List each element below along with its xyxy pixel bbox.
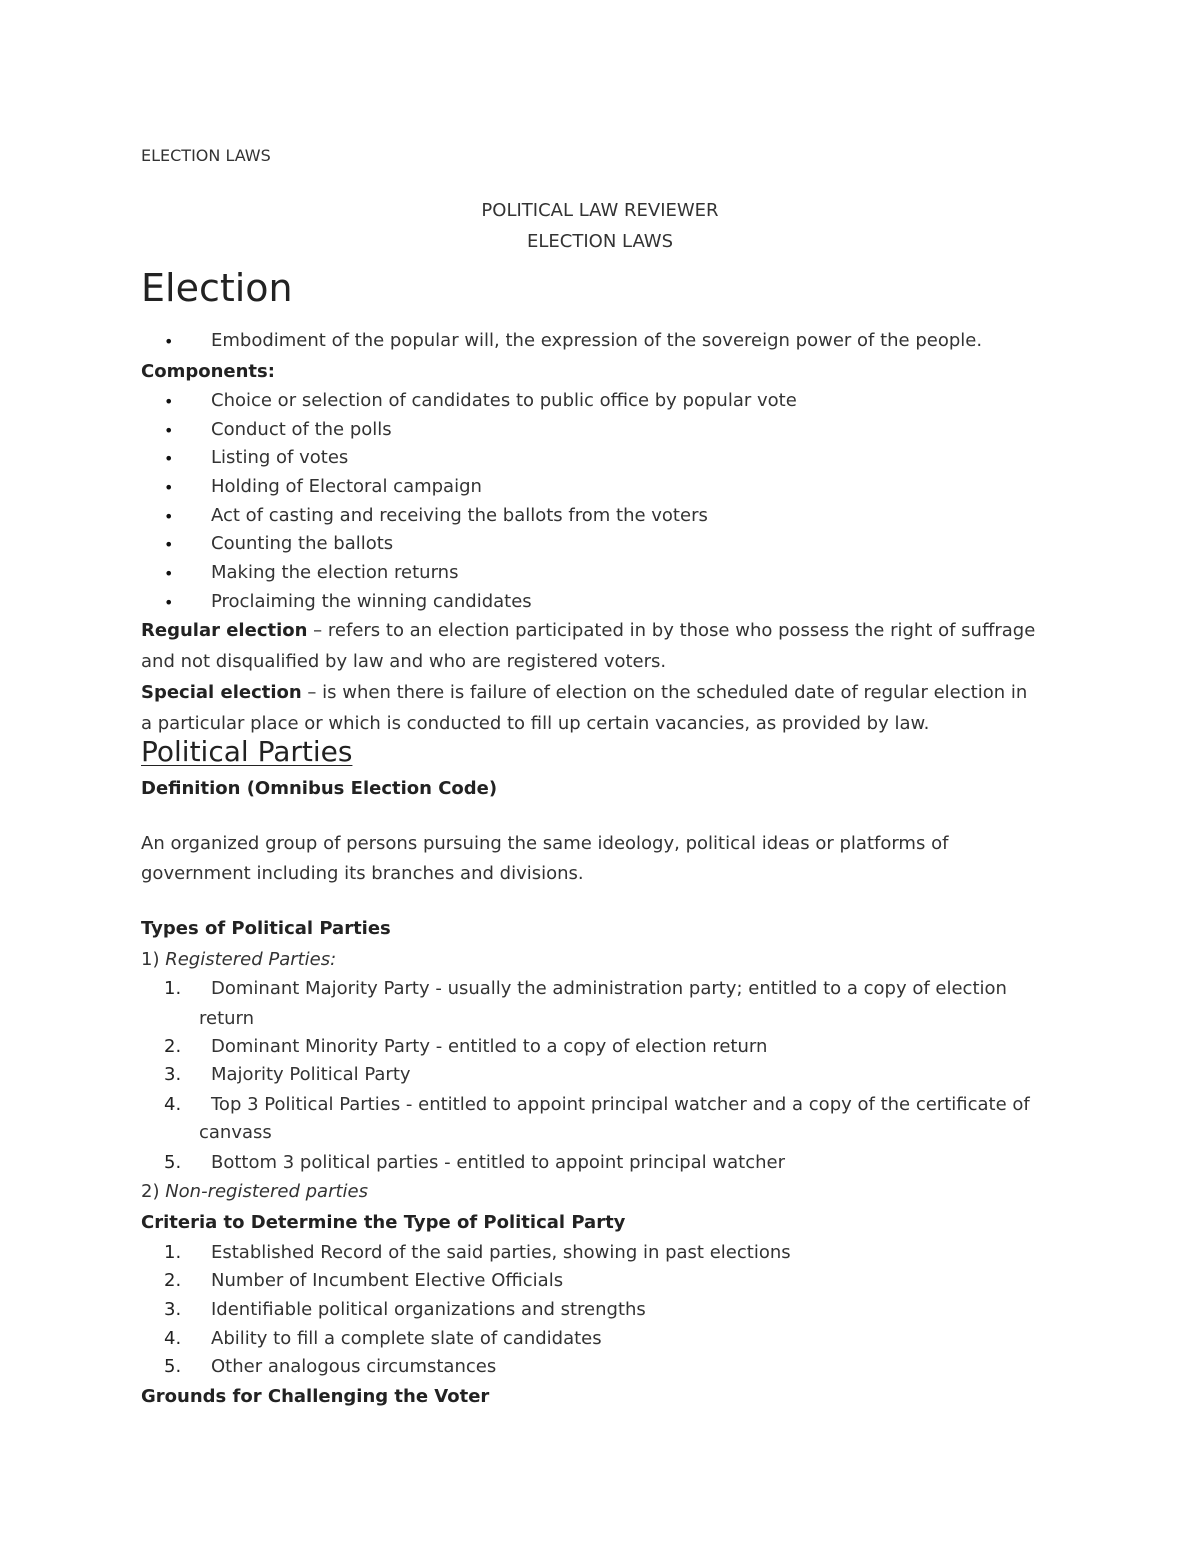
criteria-item: Number of Incumbent Elective Officials	[211, 1270, 564, 1291]
grounds-label: Grounds for Challenging the Voter	[141, 1386, 490, 1407]
list-number: 4.	[164, 1094, 182, 1115]
bullet-icon: •	[164, 593, 174, 612]
definition-line-1: An organized group of persons pursuing the same ideology, political ideas or platforms of	[141, 833, 949, 854]
nonregistered-prefix: 2)	[141, 1181, 166, 1202]
list-number: 5.	[164, 1356, 182, 1377]
definition-line-2: government including its branches and divisions.	[141, 863, 584, 884]
criteria-item: Ability to fill a complete slate of candidates	[211, 1328, 602, 1349]
bullet-icon: •	[164, 535, 174, 554]
bullet-icon: •	[164, 449, 174, 468]
title-line-2: ELECTION LAWS	[527, 231, 673, 252]
component-item: Act of casting and receiving the ballots from the voters	[211, 505, 708, 526]
list-number: 2.	[164, 1270, 182, 1291]
list-number: 3.	[164, 1064, 182, 1085]
bullet-icon: •	[164, 421, 174, 440]
header-label: ELECTION LAWS	[141, 146, 271, 165]
registered-label: Registered Parties:	[165, 949, 337, 970]
list-number: 4.	[164, 1328, 182, 1349]
special-election-paragraph	[141, 682, 1027, 703]
criteria-item: Identifiable political organizations and strengths	[211, 1299, 646, 1320]
special-election-term: Special election	[141, 682, 302, 703]
criteria-item: Other analogous circumstances	[211, 1356, 497, 1377]
bullet-icon: •	[164, 392, 174, 411]
component-item: Conduct of the polls	[211, 419, 392, 440]
criteria-label: Criteria to Determine the Type of Political Party	[141, 1212, 626, 1233]
regular-election-paragraph	[141, 620, 1035, 641]
registered-item: Majority Political Party	[211, 1064, 411, 1085]
bullet-icon: •	[164, 332, 174, 351]
list-number: 5.	[164, 1152, 182, 1173]
components-label: Components:	[141, 361, 275, 382]
list-number: 2.	[164, 1036, 182, 1057]
election-definition: Embodiment of the popular will, the expression of the sovereign power of the people.	[211, 330, 983, 351]
registered-item-continuation: canvass	[199, 1122, 272, 1143]
registered-item: Dominant Minority Party - entitled to a copy of election return	[211, 1036, 768, 1057]
list-number: 3.	[164, 1299, 182, 1320]
component-item: Choice or selection of candidates to public office by popular vote	[211, 390, 797, 411]
component-item: Proclaiming the winning candidates	[211, 591, 532, 612]
political-parties-heading: Political Parties	[141, 735, 353, 768]
component-item: Making the election returns	[211, 562, 459, 583]
component-item: Holding of Electoral campaign	[211, 476, 482, 497]
regular-election-line-2: and not disqualified by law and who are registered voters.	[141, 651, 667, 672]
registered-item-continuation: return	[199, 1008, 255, 1029]
registered-item: Top 3 Political Parties - entitled to appoint principal watcher and a copy of the certificate of	[211, 1094, 1030, 1115]
bullet-icon: •	[164, 507, 174, 526]
title-line-1: POLITICAL LAW REVIEWER	[481, 200, 719, 221]
registered-item: Bottom 3 political parties - entitled to appoint principal watcher	[211, 1152, 785, 1173]
definition-label: Definition (Omnibus Election Code)	[141, 778, 498, 799]
registered-prefix: 1)	[141, 949, 166, 970]
bullet-icon: •	[164, 564, 174, 583]
types-label: Types of Political Parties	[141, 918, 391, 939]
list-number: 1.	[164, 1242, 182, 1263]
regular-election-text: – refers to an election participated in by those who possess the right of suffrage	[307, 620, 1036, 641]
bullet-icon: •	[164, 478, 174, 497]
nonregistered-label: Non-registered parties	[165, 1181, 368, 1202]
registered-parties-label	[141, 949, 336, 970]
criteria-item: Established Record of the said parties, showing in past elections	[211, 1242, 791, 1263]
nonregistered-parties-label	[141, 1181, 368, 1202]
component-item: Counting the ballots	[211, 533, 394, 554]
registered-item: Dominant Majority Party - usually the administration party; entitled to a copy of election	[211, 978, 1007, 999]
special-election-line-2: a particular place or which is conducted to fill up certain vacancies, as provided by law.	[141, 713, 930, 734]
list-number: 1.	[164, 978, 182, 999]
component-item: Listing of votes	[211, 447, 349, 468]
regular-election-term: Regular election	[141, 620, 308, 641]
election-heading: Election	[141, 266, 293, 310]
special-election-text: – is when there is failure of election on the scheduled date of regular election in	[301, 682, 1028, 703]
